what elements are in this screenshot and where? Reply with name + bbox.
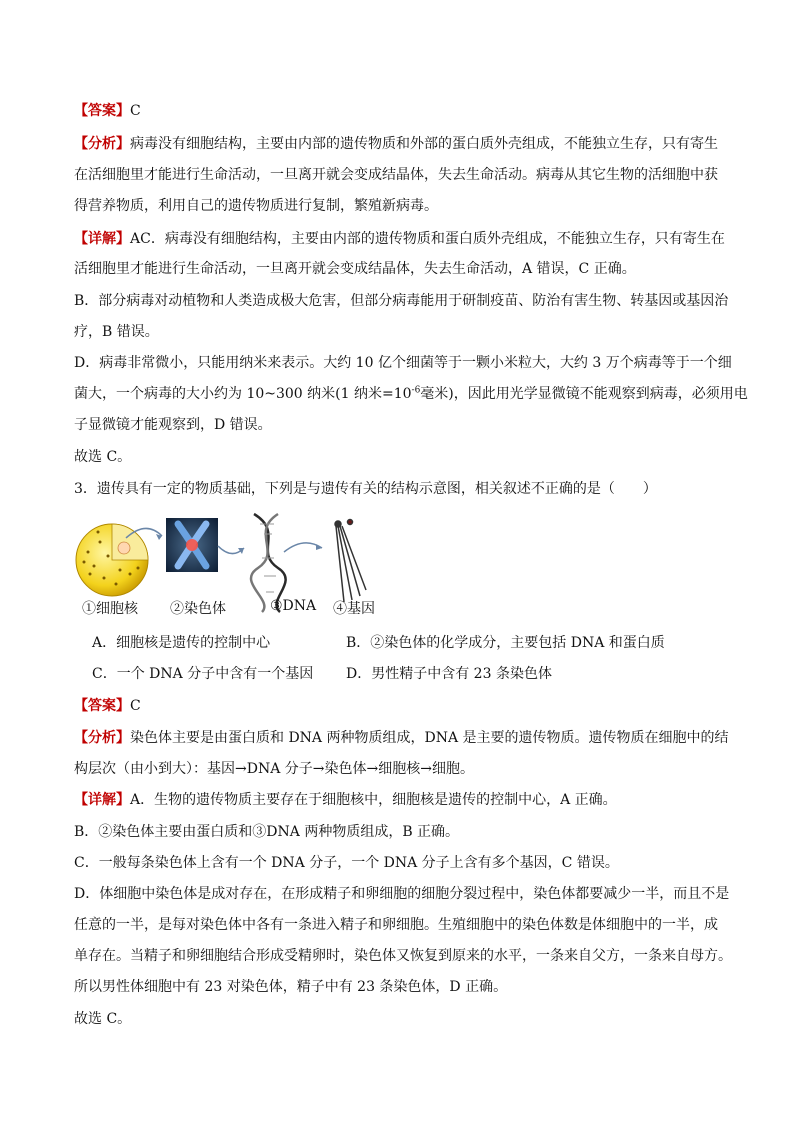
answer-tag: 【答案】 [74, 698, 130, 714]
analysis-text: 病毒没有细胞结构，主要由内部的遗传物质和外部的蛋白质外壳组成，不能独立生存，只有寄生 [130, 136, 718, 152]
q2-analysis-line-3: 得营养物质，利用自己的遗传物质进行复制，繁殖新病毒。 [74, 198, 438, 214]
q3-analysis-line-2: 构层次（由小到大）：基因→DNA 分子→染色体→细胞核→细胞。 [74, 761, 474, 777]
q2-detail-line-2: 活细胞里才能进行生命活动，一旦离开就会变成结晶体，失去生命活动，A 错误，C 正确。 [74, 261, 636, 277]
detail-text: AC．病毒没有细胞结构，主要由内部的遗传物质和蛋白质外壳组成，不能独立生存，只有寄生在 [130, 231, 725, 247]
detail-text-b: 毫米)，因此用光学显微镜不能观察到病毒，必须用电 [420, 386, 748, 402]
detail-text: A．生物的遗传物质主要存在于细胞核中，细胞核是遗传的控制中心，A 正确。 [130, 792, 617, 808]
gene-icon [335, 520, 366, 603]
q2-conclusion: 故选 C。 [74, 449, 132, 465]
q2-detail-line-4: 疗，B 错误。 [74, 324, 159, 340]
answer-tag: 【答案】 [74, 103, 130, 119]
option-c: C．一个 DNA 分子中含有一个基因 [92, 666, 314, 682]
caption-nucleus: ①细胞核 [82, 601, 138, 617]
q2-detail-line-1 [74, 229, 725, 249]
q3-answer-line [74, 696, 141, 716]
q3-stem: 3．遗传具有一定的物质基础，下列是与遗传有关的结构示意图，相关叙述不正确的是（ ） [74, 481, 657, 497]
caption-gene: ④基因 [333, 601, 375, 617]
option-a: A．细胞核是遗传的控制中心 [92, 635, 271, 651]
q2-analysis-line-1 [74, 134, 718, 154]
q3-detail-line-3: C．一般每条染色体上含有一个 DNA 分子，一个 DNA 分子上含有多个基因，C 错误。 [74, 855, 619, 871]
q2-detail-line-7: 子显微镜才能观察到，D 错误。 [74, 417, 272, 433]
q3-detail-line-1 [74, 790, 617, 810]
answer-value: C [130, 698, 141, 714]
caption-dna: ③DNA [270, 598, 317, 614]
q3-detail-line-5: 任意的一半，是每对染色体中各有一条进入精子和卵细胞。生殖细胞中的染色体数是体细胞中的一半，成 [74, 917, 718, 933]
q2-answer-line [74, 101, 141, 121]
q3-detail-line-7: 所以男性体细胞中有 23 对染色体，精子中有 23 条染色体，D 正确。 [74, 979, 508, 995]
option-d: D．男性精子中含有 23 条染色体 [346, 666, 552, 682]
analysis-tag: 【分析】 [74, 730, 130, 746]
answer-value: C [130, 103, 141, 119]
detail-tag: 【详解】 [74, 231, 130, 247]
q3-detail-line-6: 单存在。当精子和卵细胞结合形成受精卵时，染色体又恢复到原来的水平，一条来自父方，一条来自母方。 [74, 948, 732, 964]
chromosome-icon [166, 518, 218, 572]
q3-detail-line-4: D．体细胞中染色体是成对存在，在形成精子和卵细胞的细胞分裂过程中，染色体都要减少一半，而且不是 [74, 886, 730, 902]
analysis-tag: 【分析】 [74, 136, 130, 152]
q2-detail-line-5: D．病毒非常微小，只能用纳米来表示。大约 10 亿个细菌等于一颗小米粒大，大约 3 万个病毒等于一个细 [74, 355, 732, 371]
q2-detail-line-3: B．部分病毒对动植物和人类造成极大危害，但部分病毒能用于研制疫苗、防治有害生物、转基因或基因治 [74, 293, 729, 309]
option-b: B．②染色体的化学成分，主要包括 DNA 和蛋白质 [346, 635, 665, 651]
cell-nucleus-icon [76, 524, 148, 596]
q3-detail-line-2: B．②染色体主要由蛋白质和③DNA 两种物质组成，B 正确。 [74, 824, 460, 840]
detail-text-a: 菌大，一个病毒的大小约为 10~300 纳米(1 纳米=10 [74, 386, 412, 402]
q2-detail-line-6 [74, 384, 748, 404]
analysis-text: 染色体主要是由蛋白质和 DNA 两种物质组成，DNA 是主要的遗传物质。遗传物质在细胞中的结 [130, 730, 729, 746]
q3-conclusion: 故选 C。 [74, 1011, 132, 1027]
exponent: -6 [411, 385, 421, 396]
q2-analysis-line-2: 在活细胞里才能进行生命活动，一旦离开就会变成结晶体，失去生命活动。病毒从其它生物的活细胞中获 [74, 167, 718, 183]
caption-chromosome: ②染色体 [170, 601, 226, 617]
detail-tag: 【详解】 [74, 792, 130, 808]
q3-analysis-line-1 [74, 728, 729, 748]
